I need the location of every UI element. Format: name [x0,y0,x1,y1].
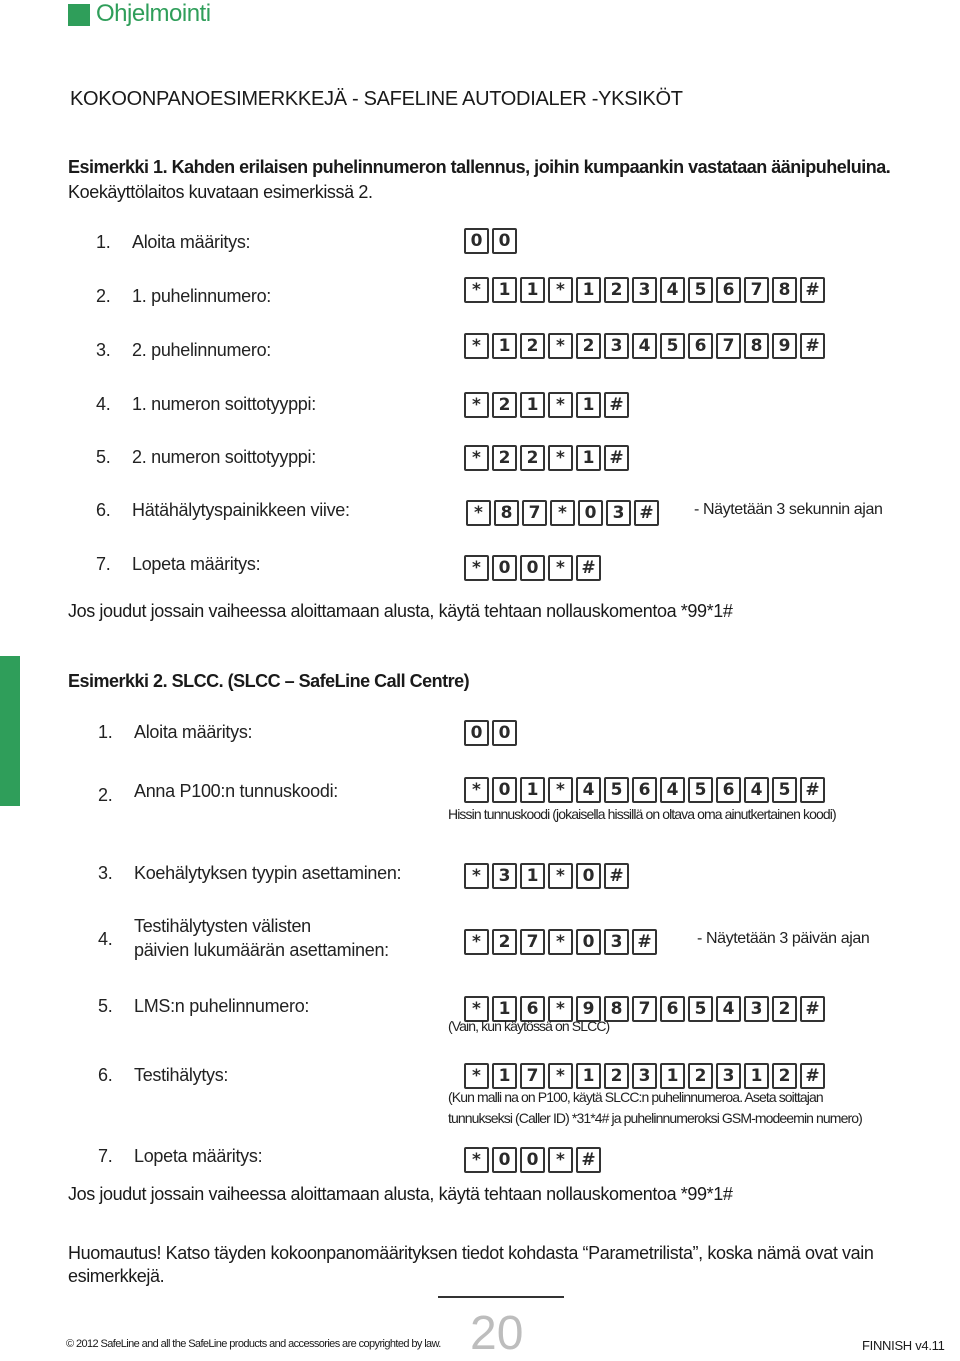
key-digit: 1 [520,863,545,889]
key-digit: 1 [660,1063,685,1089]
ex2-step-2-keys [462,775,827,805]
key-digit: 2 [772,996,797,1022]
key-digit: 1 [576,392,601,418]
example1-subheading: Koekäyttölaitos kuvataan esimerkissä 2. [68,182,373,202]
key-digit: 3 [632,1063,657,1089]
key-digit: 1 [576,445,601,471]
key-star: * [548,996,573,1022]
key-digit: 4 [660,777,685,803]
key-digit: 6 [716,777,741,803]
ex2-step-6-note-line2: tunnukseksi (Caller ID) *31*4# ja puhelinnumeroksi GSM-modeemin numero) [448,1110,862,1126]
key-hash: # [604,863,629,889]
ex2-step-2-note: Hissin tunnuskoodi (jokaisella hissillä on oltava oma ainutkertainen koodi) [448,806,836,822]
key-digit: 9 [772,333,797,359]
key-digit: 8 [604,996,629,1022]
key-digit: 6 [660,996,685,1022]
step-number: 7. [98,1146,113,1166]
step-label-line1: Testihälytysten välisten [134,916,311,936]
step-label: Aloita määritys: [132,232,251,252]
key-digit: 6 [520,996,545,1022]
step-number: 6. [96,500,111,520]
step-label-line2: päivien lukumäärän asettaminen: [134,940,389,960]
key-hash: # [800,777,825,803]
key-star: * [464,555,489,581]
key-star: * [464,996,489,1022]
key-star: * [464,863,489,889]
example2-reset-note: Jos joudut jossain vaiheessa aloittamaan alusta, käytä tehtaan nollauskomentoa *99*1# [68,1184,733,1204]
step-number: 2. [98,785,113,805]
step-number: 3. [96,340,111,360]
ex1-step-7-keys [462,553,603,583]
step-number: 1. [98,722,113,742]
remark-line1: Huomautus! Katso täyden kokoonpanomäärityksen tiedot kohdasta “Parametrilista”, koska nämä ovat vain [68,1243,874,1263]
key-hash: # [576,555,601,581]
key-hash: # [604,445,629,471]
key-digit: 0 [520,555,545,581]
step-label: Lopeta määritys: [134,1146,263,1166]
step-number: 5. [98,996,113,1016]
key-digit: 8 [494,500,519,526]
key-digit: 7 [716,333,741,359]
key-digit: 2 [492,392,517,418]
step-label: 2. numeron soittotyyppi: [132,447,316,467]
key-star: * [464,392,489,418]
ex2-step-4-note: - Näytetään 3 päivän ajan [697,930,870,947]
key-digit: 3 [604,929,629,955]
ex2-step-6-note-line1: (Kun malli na on P100, käytä SLCC:n puhelinnumeroa. Aseta soittajan [448,1089,823,1105]
key-digit: 2 [604,277,629,303]
ex1-step-4-keys [462,390,631,420]
key-digit: 6 [632,777,657,803]
key-digit: 3 [492,863,517,889]
key-digit: 0 [492,720,517,746]
key-digit: 8 [772,277,797,303]
ex2-step-7-keys [462,1145,603,1175]
key-hash: # [634,500,659,526]
key-digit: 6 [716,277,741,303]
section-marker [68,4,90,26]
step-label: Lopeta määritys: [132,554,261,574]
key-digit: 1 [576,277,601,303]
key-digit: 2 [520,333,545,359]
key-star: * [548,333,573,359]
key-digit: 6 [688,333,713,359]
key-digit: 3 [744,996,769,1022]
ex2-step-4-keys [462,927,659,957]
key-hash: # [604,392,629,418]
key-digit: 0 [576,863,601,889]
key-hash: # [632,929,657,955]
step-number: 4. [96,394,111,414]
key-digit: 2 [576,333,601,359]
key-digit: 3 [716,1063,741,1089]
ex1-step-5-keys [462,443,631,473]
step-number: 4. [98,929,113,949]
step-label: LMS:n puhelinnumero: [134,996,310,1016]
key-digit: 4 [660,277,685,303]
footer-divider [438,1296,564,1298]
key-digit: 7 [522,500,547,526]
key-star: * [466,500,491,526]
step-label: 2. puhelinnumero: [132,340,271,360]
key-hash: # [576,1147,601,1173]
section-label: Ohjelmointi [96,0,211,27]
key-digit: 4 [632,333,657,359]
key-digit: 7 [520,1063,545,1089]
key-digit: 3 [606,500,631,526]
step-number: 7. [96,554,111,574]
step-number: 5. [96,447,111,467]
key-digit: 0 [492,777,517,803]
step-label: Hätähälytyspainikkeen viive: [132,500,350,520]
key-star: * [464,445,489,471]
key-star: * [548,277,573,303]
key-digit: 2 [520,445,545,471]
key-digit: 0 [464,720,489,746]
key-star: * [550,500,575,526]
step-number: 6. [98,1065,113,1085]
step-label: Koehälytyksen tyypin asettaminen: [134,863,402,883]
ex1-step-3-keys [462,331,827,361]
key-digit: 7 [520,929,545,955]
key-digit: 1 [520,277,545,303]
remark-line2: esimerkkejä. [68,1266,165,1286]
copyright-text: © 2012 SafeLine and all the SafeLine products and accessories are copyrighted by law. [66,1338,441,1350]
key-hash: # [800,1063,825,1089]
key-digit: 1 [492,277,517,303]
example2-heading: Esimerkki 2. SLCC. (SLCC – SafeLine Call Centre) [68,671,470,691]
page-title: KOKOONPANOESIMERKKEJÄ - SAFELINE AUTODIALER -YKSIKÖT [70,88,683,110]
key-star: * [464,777,489,803]
step-number: 2. [96,286,111,306]
key-hash: # [800,333,825,359]
ex1-step-1-keys [462,226,519,256]
key-digit: 1 [576,1063,601,1089]
key-star: * [464,929,489,955]
key-hash: # [800,277,825,303]
key-star: * [548,555,573,581]
step-label: 1. numeron soittotyyppi: [132,394,316,414]
key-digit: 1 [744,1063,769,1089]
ex1-step-6-keys [464,498,661,528]
key-star: * [548,929,573,955]
key-digit: 0 [492,555,517,581]
key-star: * [464,333,489,359]
key-digit: 4 [744,777,769,803]
key-star: * [548,863,573,889]
key-digit: 5 [688,777,713,803]
key-star: * [548,1063,573,1089]
step-label: Testihälytys: [134,1065,229,1085]
ex2-step-3-keys [462,861,631,891]
key-digit: 8 [744,333,769,359]
key-digit: 5 [688,277,713,303]
key-digit: 4 [716,996,741,1022]
key-digit: 2 [688,1063,713,1089]
key-star: * [464,1063,489,1089]
key-star: * [464,1147,489,1173]
version-label: FINNISH v4.11 [862,1338,945,1353]
key-digit: 2 [492,445,517,471]
key-digit: 0 [520,1147,545,1173]
key-digit: 0 [576,929,601,955]
step-number: 1. [96,232,111,252]
key-digit: 7 [744,277,769,303]
key-digit: 0 [492,228,517,254]
key-digit: 5 [688,996,713,1022]
key-digit: 1 [492,996,517,1022]
key-digit: 2 [772,1063,797,1089]
ex2-step-5-note: (Vain, kun käytössä on SLCC) [448,1018,610,1034]
key-star: * [548,777,573,803]
key-digit: 5 [660,333,685,359]
key-star: * [548,445,573,471]
key-digit: 0 [492,1147,517,1173]
key-digit: 1 [520,392,545,418]
ex1-step-2-keys [462,275,827,305]
key-digit: 5 [604,777,629,803]
key-digit: 9 [576,996,601,1022]
key-digit: 2 [492,929,517,955]
key-digit: 0 [578,500,603,526]
key-digit: 4 [576,777,601,803]
key-digit: 2 [604,1063,629,1089]
key-digit: 0 [464,228,489,254]
key-hash: # [800,996,825,1022]
key-digit: 5 [772,777,797,803]
step-label: 1. puhelinnumero: [132,286,271,306]
key-star: * [548,1147,573,1173]
example1-heading: Esimerkki 1. Kahden erilaisen puhelinnumeron tallennus, joihin kumpaankin vastataan äänipuheluina. [68,157,891,177]
key-digit: 3 [632,277,657,303]
key-digit: 1 [492,1063,517,1089]
ex1-step-6-note: - Näytetään 3 sekunnin ajan [694,501,883,518]
step-number: 3. [98,863,113,883]
step-label: Aloita määritys: [134,722,253,742]
side-tab-marker [0,656,20,806]
step-label: Anna P100:n tunnuskoodi: [134,781,338,801]
key-digit: 7 [632,996,657,1022]
key-star: * [464,277,489,303]
ex2-step-6-keys [462,1061,827,1091]
key-digit: 3 [604,333,629,359]
key-digit: 1 [520,777,545,803]
page-number: 20 [470,1307,524,1360]
ex2-step-1-keys [462,718,519,748]
example1-reset-note: Jos joudut jossain vaiheessa aloittamaan alusta, käytä tehtaan nollauskomentoa *99*1# [68,601,733,621]
key-digit: 1 [492,333,517,359]
key-star: * [548,392,573,418]
